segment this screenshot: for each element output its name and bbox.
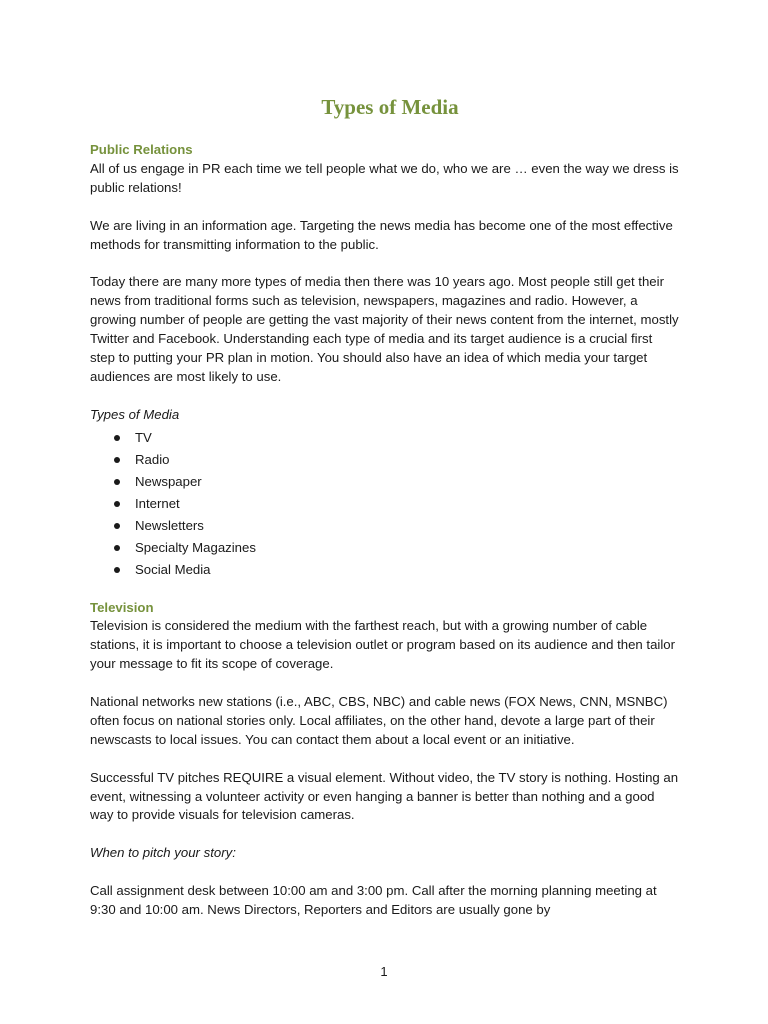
list-item-label: Newsletters [135,517,204,533]
list-item-label: Social Media [135,561,211,577]
list-item [90,493,680,515]
section-heading-public-relations: Public Relations [90,142,193,157]
paragraph: Call assignment desk between 10:00 am and 3:00 pm. Call after the morning planning meeting at 9:30 and 10:00 am. News Directors, Reporters and Editors are usually gone by [90,883,657,917]
list-item-label: Internet [135,495,180,511]
list-item-label: Newspaper [135,473,202,489]
paragraph: All of us engage in PR each time we tell people what we do, who we are … even the way we dress is public relations! [90,160,679,195]
paragraph: National networks new stations (i.e., ABC, CBS, NBC) and cable news (FOX News, CNN, MSNBC) often focus on national stories only. Local affiliates, on the other hand, devote a large part of their newscasts to local issues. You can contact them about a local event or an initiative. [90,694,668,747]
list-item [90,471,680,493]
page-content [90,92,680,920]
list-item-label: Radio [135,451,170,467]
section-heading-television: Television [90,599,154,615]
bullet-icon [114,457,120,463]
paragraph: Successful TV pitches REQUIRE a visual element. Without video, the TV story is nothing. Hosting an event, witnessing a volunteer activity or even hanging a banner is better than nothing and a good way to provide visuals for television cameras. [90,769,679,823]
bullet-icon [114,545,120,551]
paragraph: Television is considered the medium with the farthest reach, but with a growing number of cable stations, it is important to choose a television outlet or program based on its audience and then tailor your message to fit its scope of coverage. [90,618,675,672]
list-item [90,537,680,559]
list-item [90,427,680,449]
paragraph: We are living in an information age. Targeting the news media has become one of the most effective methods for transmitting information to the public. [90,217,673,252]
bullet-icon [114,501,120,507]
bullet-icon [114,523,120,529]
list-item [90,515,680,537]
page-number: 1 [380,964,388,979]
list-item [90,449,680,471]
paragraph: Today there are many more types of media then there was 10 years ago. Most people still get their news from traditional forms such as television, newspapers, magazines and radio. However, a growing number of people are getting the vast majority of their news content from the internet, mostly Twitter and Facebook. Understanding each type of media and its target audience is a crucial first step to putting your PR plan in motion. You should also have an idea of which media your target audiences are most likely to use. [90,274,679,384]
list-item-label: Specialty Magazines [135,539,256,555]
types-of-media-subheading: Types of Media [90,406,180,422]
when-to-pitch-subheading: When to pitch your story: [90,845,236,861]
media-types-list [90,427,680,581]
bullet-icon [114,567,120,573]
bullet-icon [114,479,120,485]
page-title: Types of Media [321,95,459,119]
list-item-label: TV [135,429,152,445]
bullet-icon [114,435,120,441]
list-item [90,559,680,581]
